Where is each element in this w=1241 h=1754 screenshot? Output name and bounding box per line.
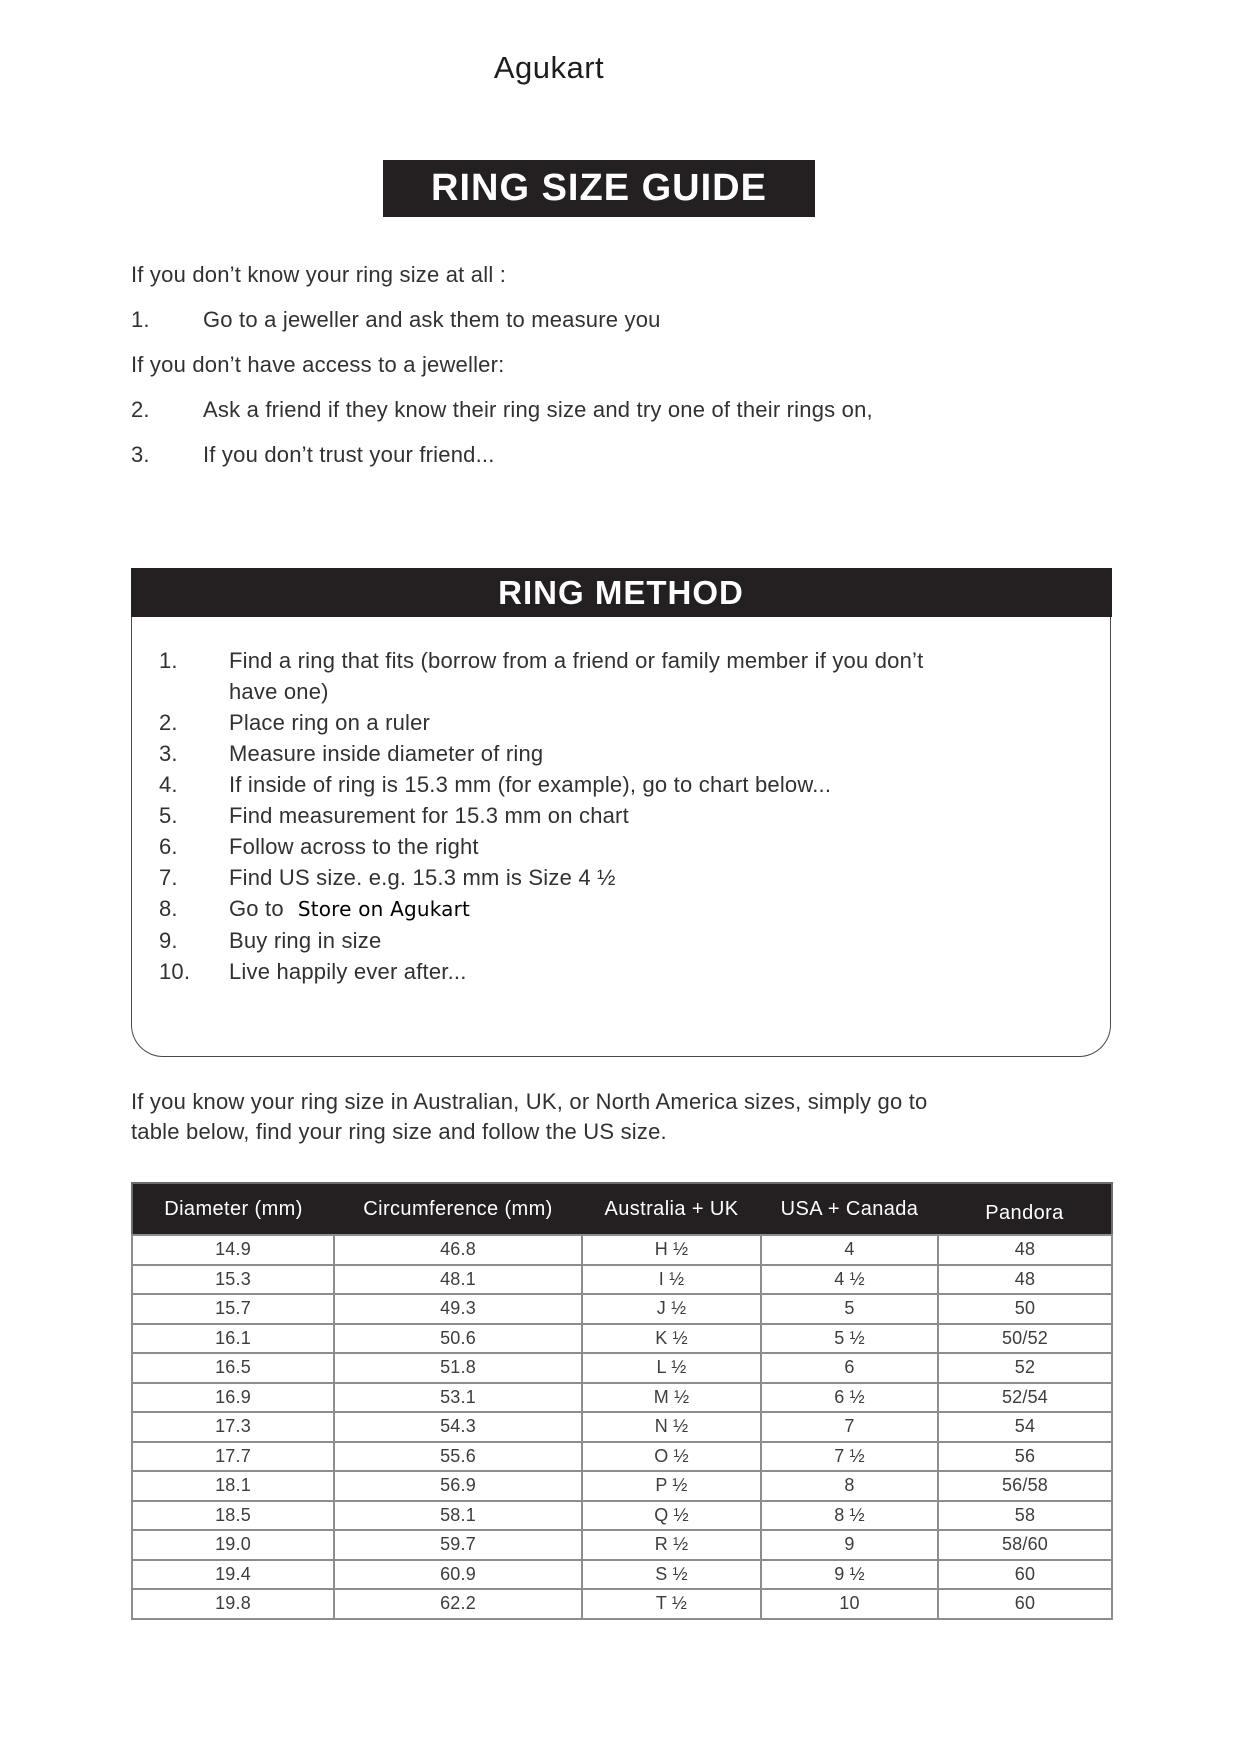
step-text: Buy ring in size — [229, 928, 382, 953]
step-number: 1. — [159, 648, 178, 673]
table-row — [132, 1265, 1112, 1295]
table-cell: 50.6 — [334, 1324, 582, 1354]
ring-method-title: RING METHOD — [498, 573, 744, 611]
intro-item — [131, 260, 1141, 290]
step-text: Place ring on a ruler — [229, 710, 431, 735]
table-header-cell — [582, 1183, 761, 1235]
ring-method-step — [159, 925, 1089, 956]
step-number: 8. — [159, 896, 178, 921]
ring-size-guide-title: RING SIZE GUIDE — [431, 167, 767, 209]
table-cell: 6 ½ — [761, 1383, 938, 1413]
table-header-label: Australia + UK — [604, 1197, 739, 1220]
table-cell: 19.8 — [132, 1589, 334, 1619]
intro-item-text: If you don’t trust your friend... — [203, 442, 495, 467]
table-row — [132, 1471, 1112, 1501]
intro-item — [131, 395, 1141, 425]
table-header-label: Pandora — [985, 1201, 1064, 1224]
table-cell: 6 — [761, 1353, 938, 1383]
table-cell: 56.9 — [334, 1471, 582, 1501]
intro-item — [131, 350, 1141, 380]
table-cell: 9 ½ — [761, 1560, 938, 1590]
intro-item — [131, 440, 1141, 470]
table-row — [132, 1324, 1112, 1354]
step-number: 3. — [159, 741, 178, 766]
ring-method-step — [159, 831, 1089, 862]
table-row — [132, 1501, 1112, 1531]
table-cell: H ½ — [582, 1235, 761, 1265]
table-cell: 4 — [761, 1235, 938, 1265]
table-row — [132, 1560, 1112, 1590]
size-note-line1: If you know your ring size in Australian, UK, or North America sizes, simply go to — [131, 1089, 928, 1114]
step-number: 9. — [159, 928, 178, 953]
table-cell: 15.7 — [132, 1294, 334, 1324]
table-cell: 56/58 — [938, 1471, 1112, 1501]
table-cell: 48 — [938, 1235, 1112, 1265]
step-number: 7. — [159, 865, 178, 890]
intro-item-text: If you don’t know your ring size at all : — [131, 262, 507, 287]
store-link[interactable]: Store on Agukart — [297, 897, 471, 921]
table-cell: 8 ½ — [761, 1501, 938, 1531]
ring-method-banner — [131, 568, 1112, 617]
table-row — [132, 1235, 1112, 1265]
ring-method-step — [159, 707, 1089, 738]
intro-list — [131, 260, 1141, 485]
table-cell: 16.1 — [132, 1324, 334, 1354]
table-cell: 19.4 — [132, 1560, 334, 1590]
table-cell: 58.1 — [334, 1501, 582, 1531]
table-header-row — [132, 1183, 1112, 1235]
table-cell: 9 — [761, 1530, 938, 1560]
step-text: Measure inside diameter of ring — [229, 741, 544, 766]
table-cell: M ½ — [582, 1383, 761, 1413]
step-text: Find measurement for 15.3 mm on chart — [229, 803, 629, 828]
step-text: Live happily ever after... — [229, 959, 467, 984]
table-cell: O ½ — [582, 1442, 761, 1472]
step-number: 6. — [159, 834, 178, 859]
table-cell: 52/54 — [938, 1383, 1112, 1413]
table-cell: 4 ½ — [761, 1265, 938, 1295]
intro-item-text: Go to a jeweller and ask them to measure you — [203, 307, 661, 332]
table-header-label: Diameter (mm) — [164, 1197, 303, 1220]
intro-item-number: 3. — [131, 442, 150, 467]
table-row — [132, 1412, 1112, 1442]
table-cell: 16.9 — [132, 1383, 334, 1413]
step-text: Follow across to the right — [229, 834, 479, 859]
step-text: If inside of ring is 15.3 mm (for example), go to chart below... — [229, 772, 832, 797]
intro-item-number: 1. — [131, 307, 150, 332]
table-cell: 55.6 — [334, 1442, 582, 1472]
table-cell: K ½ — [582, 1324, 761, 1354]
table-header-cell — [132, 1183, 334, 1235]
table-cell: 7 — [761, 1412, 938, 1442]
intro-item-text: Ask a friend if they know their ring size and try one of their rings on, — [203, 397, 873, 422]
table-row — [132, 1294, 1112, 1324]
table-header-label: Circumference (mm) — [363, 1197, 553, 1220]
table-cell: 58/60 — [938, 1530, 1112, 1560]
ring-method-box — [131, 568, 1111, 1057]
table-cell: 59.7 — [334, 1530, 582, 1560]
table-row — [132, 1353, 1112, 1383]
ring-method-step — [159, 893, 1089, 925]
table-row — [132, 1589, 1112, 1619]
table-cell: I ½ — [582, 1265, 761, 1295]
size-note-line2: table below, find your ring size and follow the US size. — [131, 1119, 667, 1144]
table-cell: S ½ — [582, 1560, 761, 1590]
table-cell: 16.5 — [132, 1353, 334, 1383]
step-text: Go to — [229, 896, 284, 921]
table-cell: 8 — [761, 1471, 938, 1501]
table-cell: 50 — [938, 1294, 1112, 1324]
table-cell: Q ½ — [582, 1501, 761, 1531]
table-row — [132, 1442, 1112, 1472]
step-number: 5. — [159, 803, 178, 828]
table-cell: 17.3 — [132, 1412, 334, 1442]
ring-method-steps — [159, 645, 1089, 987]
table-cell: 48.1 — [334, 1265, 582, 1295]
table-cell: 54.3 — [334, 1412, 582, 1442]
table-cell: J ½ — [582, 1294, 761, 1324]
brand-title: Agukart — [493, 50, 605, 85]
table-cell: 50/52 — [938, 1324, 1112, 1354]
table-cell: 17.7 — [132, 1442, 334, 1472]
table-cell: R ½ — [582, 1530, 761, 1560]
step-number: 2. — [159, 710, 178, 735]
table-cell: 60 — [938, 1589, 1112, 1619]
intro-item-text: If you don’t have access to a jeweller: — [131, 352, 505, 377]
step-text: Find a ring that fits (borrow from a friend or family member if you don’t have one) — [229, 648, 924, 704]
ring-size-table — [131, 1182, 1113, 1620]
table-cell: T ½ — [582, 1589, 761, 1619]
table-cell: P ½ — [582, 1471, 761, 1501]
table-header-label: USA + Canada — [780, 1197, 919, 1220]
table-cell: L ½ — [582, 1353, 761, 1383]
ring-method-step — [159, 769, 1089, 800]
table-cell: 7 ½ — [761, 1442, 938, 1472]
table-cell: 51.8 — [334, 1353, 582, 1383]
table-cell: 52 — [938, 1353, 1112, 1383]
table-cell: 58 — [938, 1501, 1112, 1531]
table-cell: N ½ — [582, 1412, 761, 1442]
table-cell: 48 — [938, 1265, 1112, 1295]
ring-method-step — [159, 800, 1089, 831]
table-row — [132, 1383, 1112, 1413]
table-header-cell — [761, 1183, 938, 1235]
table-cell: 18.1 — [132, 1471, 334, 1501]
table-header-cell — [334, 1183, 582, 1235]
table-row — [132, 1530, 1112, 1560]
table-cell: 49.3 — [334, 1294, 582, 1324]
size-note — [131, 1087, 1131, 1147]
ring-method-step — [159, 956, 1089, 987]
table-cell: 60.9 — [334, 1560, 582, 1590]
table-cell: 19.0 — [132, 1530, 334, 1560]
table-cell: 14.9 — [132, 1235, 334, 1265]
table-cell: 54 — [938, 1412, 1112, 1442]
table-cell: 56 — [938, 1442, 1112, 1472]
intro-item-number: 2. — [131, 397, 150, 422]
table-cell: 10 — [761, 1589, 938, 1619]
ring-method-step — [159, 738, 1089, 769]
ring-size-guide-banner — [383, 160, 815, 217]
ring-method-step — [159, 862, 1089, 893]
intro-item — [131, 305, 1141, 335]
step-number: 10. — [159, 959, 191, 984]
table-cell: 15.3 — [132, 1265, 334, 1295]
table-cell: 5 ½ — [761, 1324, 938, 1354]
table-cell: 53.1 — [334, 1383, 582, 1413]
step-text: Find US size. e.g. 15.3 mm is Size 4 ½ — [229, 865, 616, 890]
table-cell: 18.5 — [132, 1501, 334, 1531]
step-number: 4. — [159, 772, 178, 797]
table-cell: 5 — [761, 1294, 938, 1324]
table-cell: 46.8 — [334, 1235, 582, 1265]
table-header-cell — [938, 1183, 1112, 1235]
table-cell: 60 — [938, 1560, 1112, 1590]
table-cell: 62.2 — [334, 1589, 582, 1619]
ring-method-step — [159, 645, 1089, 707]
